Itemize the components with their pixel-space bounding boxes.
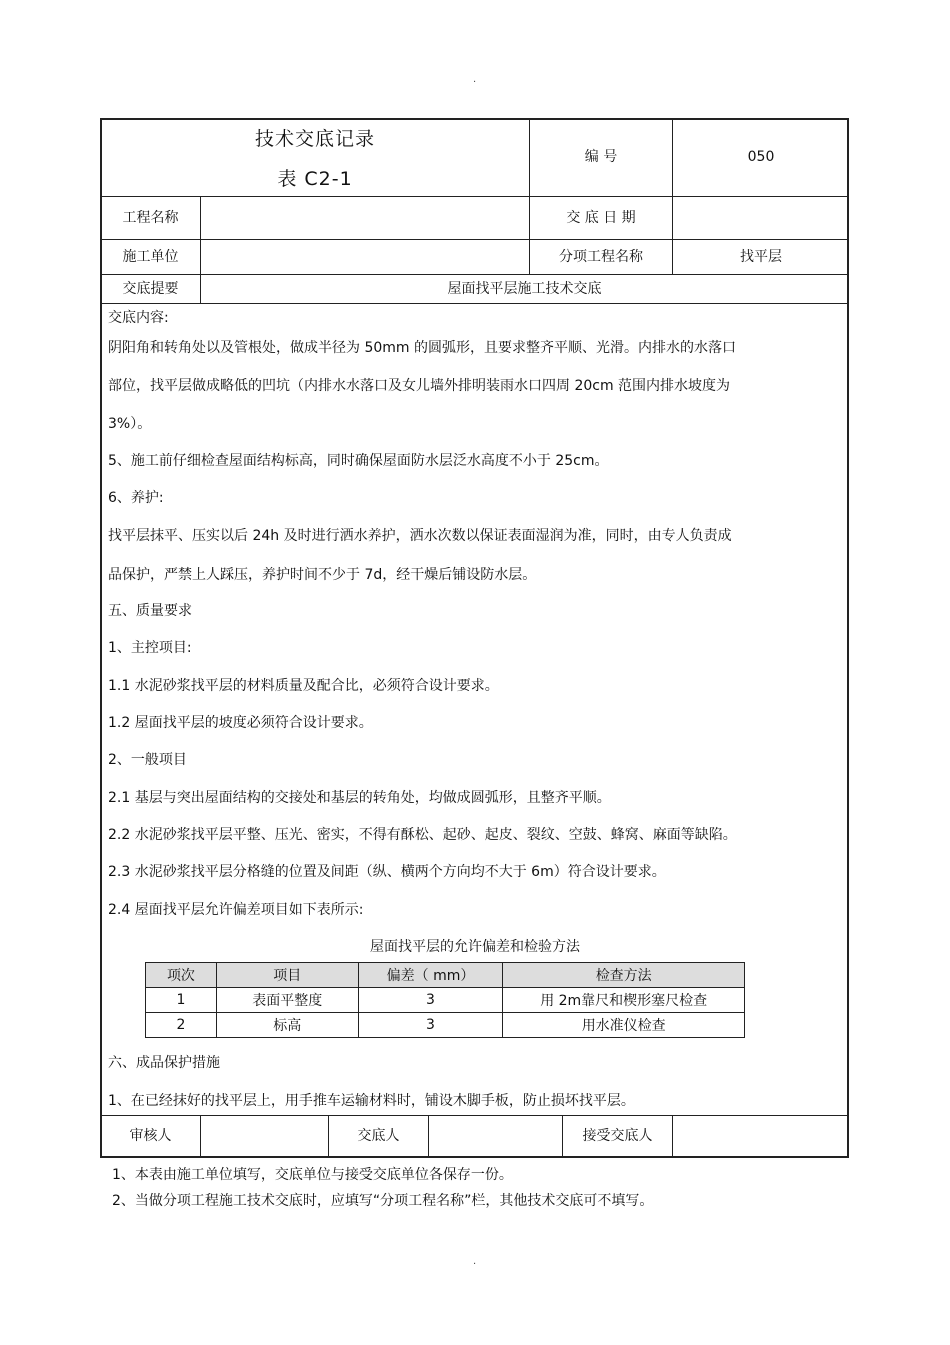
- discloser-label: 交底人: [357, 1128, 400, 1145]
- table-cell: 1: [146, 988, 217, 1013]
- table-cell: 表面平整度: [216, 988, 358, 1013]
- content-line: 5、施工前仔细检查屋面结构标高，同时确保屋面防水层泛水高度不小于 25cm。: [108, 453, 609, 469]
- table-cell: 3: [358, 988, 503, 1013]
- table-row: [146, 988, 745, 1013]
- content-line: 6、养护:: [108, 490, 164, 506]
- content-line: 1.1 水泥砂浆找平层的材料质量及配合比，必须符合设计要求。: [108, 678, 499, 694]
- form-title: 技术交底记录: [254, 127, 375, 150]
- form-number: 表 C2-1: [277, 167, 353, 190]
- sub-project-value: 找平层: [740, 248, 782, 265]
- project-name-label: 工程名称: [122, 209, 179, 226]
- table-cell: 2: [146, 1013, 217, 1038]
- table-caption: 屋面找平层的允许偏差和检验方法: [370, 939, 580, 955]
- project-name-field[interactable]: [201, 197, 529, 239]
- footnote: 1、本表由施工单位填写，交底单位与接受交底单位各保存一份。: [112, 1167, 513, 1183]
- column-header: 项目: [216, 963, 358, 988]
- serial-number-label: 编 号: [584, 149, 618, 166]
- content-line: 2.2 水泥砂浆找平层平整、压光、密实，不得有酥松、起砂、起皮、裂纹、空鼓、蜂窝、麻面等缺陷。: [108, 827, 737, 843]
- reviewer-field[interactable]: [201, 1116, 328, 1157]
- content-line: 2.4 屋面找平层允许偏差项目如下表所示:: [108, 902, 364, 918]
- table-cell: 用水准仪检查: [503, 1013, 745, 1038]
- content-line: 2.1 基层与突出屋面结构的交接处和基层的转角处，均做成圆弧形，且整齐平顺。: [108, 790, 611, 806]
- content-line: 五、质量要求: [108, 603, 192, 619]
- content-line: 3%）。: [108, 416, 152, 432]
- construction-unit-label: 施工单位: [122, 248, 179, 265]
- construction-unit-field[interactable]: [201, 240, 529, 274]
- content-line: 1、主控项目:: [108, 640, 192, 656]
- table-cell: 3: [358, 1013, 503, 1038]
- table-row: [146, 1013, 745, 1038]
- deviation-table: [145, 962, 745, 1038]
- top-dot-mark: .: [473, 74, 477, 85]
- receiver-field[interactable]: [673, 1116, 848, 1157]
- content-line: 交底内容:: [108, 310, 169, 326]
- serial-number-value: 050: [747, 149, 775, 166]
- summary-value: 屋面找平层施工技术交底: [447, 280, 602, 297]
- table-cell: 用 2m靠尺和楔形塞尺检查: [503, 988, 745, 1013]
- content-line: 品保护，严禁上人踩压，养护时间不少于 7d，经干燥后铺设防水层。: [108, 567, 537, 583]
- column-header: 检查方法: [503, 963, 745, 988]
- content-line: 1.2 屋面找平层的坡度必须符合设计要求。: [108, 715, 373, 731]
- column-header: 项次: [146, 963, 217, 988]
- content-line: 1、在已经抹好的找平层上，用手推车运输材料时，铺设木脚手板，防止损坏找平层。: [108, 1093, 635, 1109]
- footnote: 2、当做分项工程施工技术交底时，应填写“分项工程名称”栏，其他技术交底可不填写。: [112, 1193, 654, 1209]
- content-line: 2.3 水泥砂浆找平层分格缝的位置及间距（纵、横两个方向均不大于 6m）符合设计要求。: [108, 864, 666, 880]
- discloser-field[interactable]: [429, 1116, 562, 1157]
- reviewer-label: 审核人: [129, 1128, 172, 1145]
- table-cell: 标高: [216, 1013, 358, 1038]
- content-line: 2、一般项目: [108, 752, 187, 768]
- bottom-dot-mark: .: [473, 1256, 477, 1267]
- content-line: 部位，找平层做成略低的凹坑（内排水水落口及女儿墙外排明装雨水口四周 20cm 范围内排水坡度为: [108, 378, 731, 394]
- content-line: 六、成品保护措施: [108, 1055, 220, 1071]
- receiver-label: 接受交底人: [582, 1128, 653, 1145]
- divider: [101, 303, 848, 304]
- column-header: 偏差（ mm）: [358, 963, 503, 988]
- content-line: 找平层抹平、压实以后 24h 及时进行洒水养护，洒水次数以保证表面湿润为准，同时，由专人负责成: [108, 528, 732, 544]
- sub-project-label: 分项工程名称: [559, 248, 643, 265]
- content-line: 阴阳角和转角处以及管根处，做成半径为 50mm 的圆弧形，且要求整齐平顺、光滑。内排水的水落口: [108, 340, 736, 356]
- summary-label: 交底提要: [122, 280, 179, 297]
- disclosure-date-label: 交 底 日 期: [566, 209, 636, 226]
- table-header-row: [146, 963, 745, 988]
- disclosure-date-field[interactable]: [673, 197, 849, 239]
